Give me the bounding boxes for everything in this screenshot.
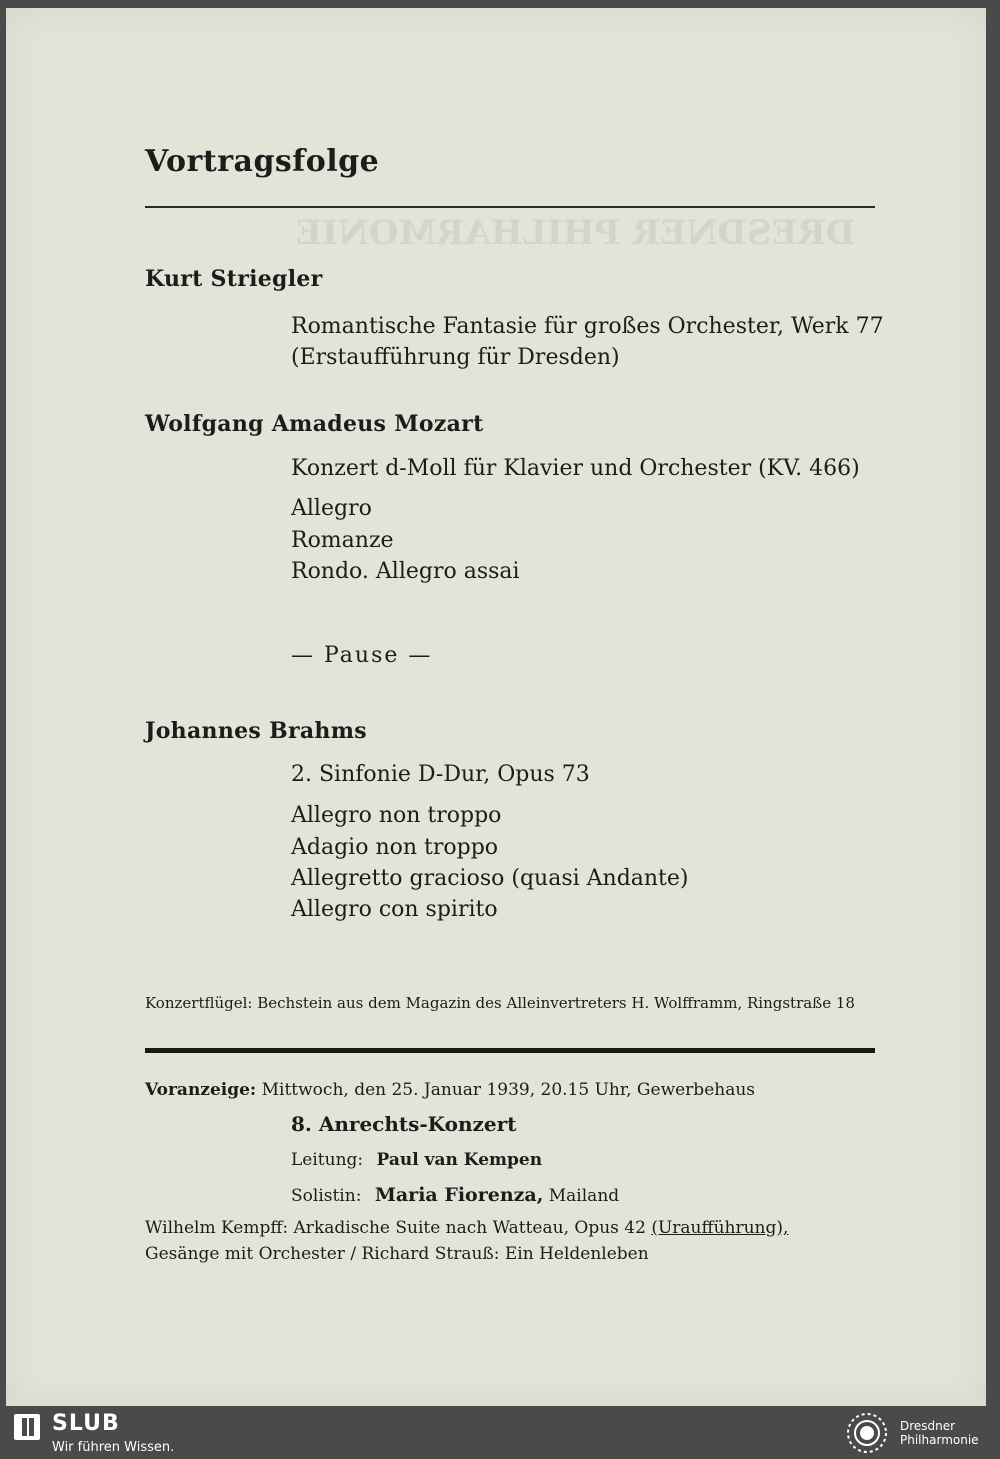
preview-solistin (291, 1184, 619, 1206)
composer-brahms: Johannes Brahms (145, 718, 367, 744)
bleed-through-text: DRESDNER PHILHARMONIE (296, 213, 856, 253)
philharmonie-logo-icon (842, 1410, 892, 1456)
premiere-note: (Uraufführung), (651, 1218, 789, 1238)
program-text: Wilhelm Kempff: Arkadische Suite nach Watteau, Opus 42 (145, 1218, 652, 1238)
slub-tagline: Wir führen Wissen. (52, 1440, 175, 1455)
program-page (6, 8, 986, 1406)
work-brahms: 2. Sinfonie D-Dur, Opus 73 (291, 762, 590, 787)
work-striegler-note: (Erstaufführung für Dresden) (291, 345, 620, 370)
composer-striegler: Kurt Striegler (145, 266, 323, 292)
philharmonie-line2: Philharmonie (900, 1433, 979, 1447)
preview-program-line1 (145, 1218, 788, 1238)
preview-program-line2: Gesänge mit Orchester / Richard Strauß: Ein Heldenleben (145, 1244, 649, 1264)
page-title: Vortragsfolge (145, 144, 380, 179)
pause-label: — Pause — (291, 643, 433, 668)
philharmonie-line1: Dresdner (900, 1419, 956, 1433)
composer-mozart: Wolfgang Amadeus Mozart (145, 411, 484, 437)
movement: Allegretto gracioso (quasi Andante) (291, 866, 689, 891)
movement: Romanze (291, 528, 394, 553)
leitung-name: Paul van Kempen (376, 1150, 543, 1170)
piano-note: Konzertflügel: Bechstein aus dem Magazin des Alleinvertreters H. Wolfframm, Ringstraße 18 (145, 994, 855, 1012)
movement: Adagio non troppo (291, 835, 499, 860)
title-divider (145, 206, 875, 208)
philharmonie-name (900, 1419, 979, 1447)
preview-concert: 8. Anrechts-Konzert (291, 1112, 517, 1136)
leitung-label: Leitung: (291, 1150, 364, 1170)
footer-bar (0, 1406, 1000, 1459)
solistin-name: Maria Fiorenza, (374, 1184, 544, 1206)
movement: Rondo. Allegro assai (291, 559, 520, 584)
movement: Allegro con spirito (291, 897, 498, 922)
preview-label: Voranzeige: (145, 1080, 257, 1100)
preview-date: Mittwoch, den 25. Januar 1939, 20.15 Uhr, Gewerbehaus (261, 1080, 756, 1100)
slub-name: SLUB (52, 1411, 120, 1436)
section-divider (145, 1048, 875, 1053)
movement: Allegro non troppo (291, 803, 502, 828)
preview-date-line (145, 1080, 755, 1100)
slub-logo-icon (12, 1412, 42, 1442)
solistin-city: Mailand (548, 1186, 620, 1206)
movement: Allegro (291, 496, 372, 521)
solistin-label: Solistin: (291, 1186, 362, 1206)
preview-leitung (291, 1150, 542, 1170)
work-mozart: Konzert d-Moll für Klavier und Orchester (KV. 466) (291, 456, 860, 481)
work-striegler: Romantische Fantasie für großes Orchester, Werk 77 (291, 314, 884, 339)
